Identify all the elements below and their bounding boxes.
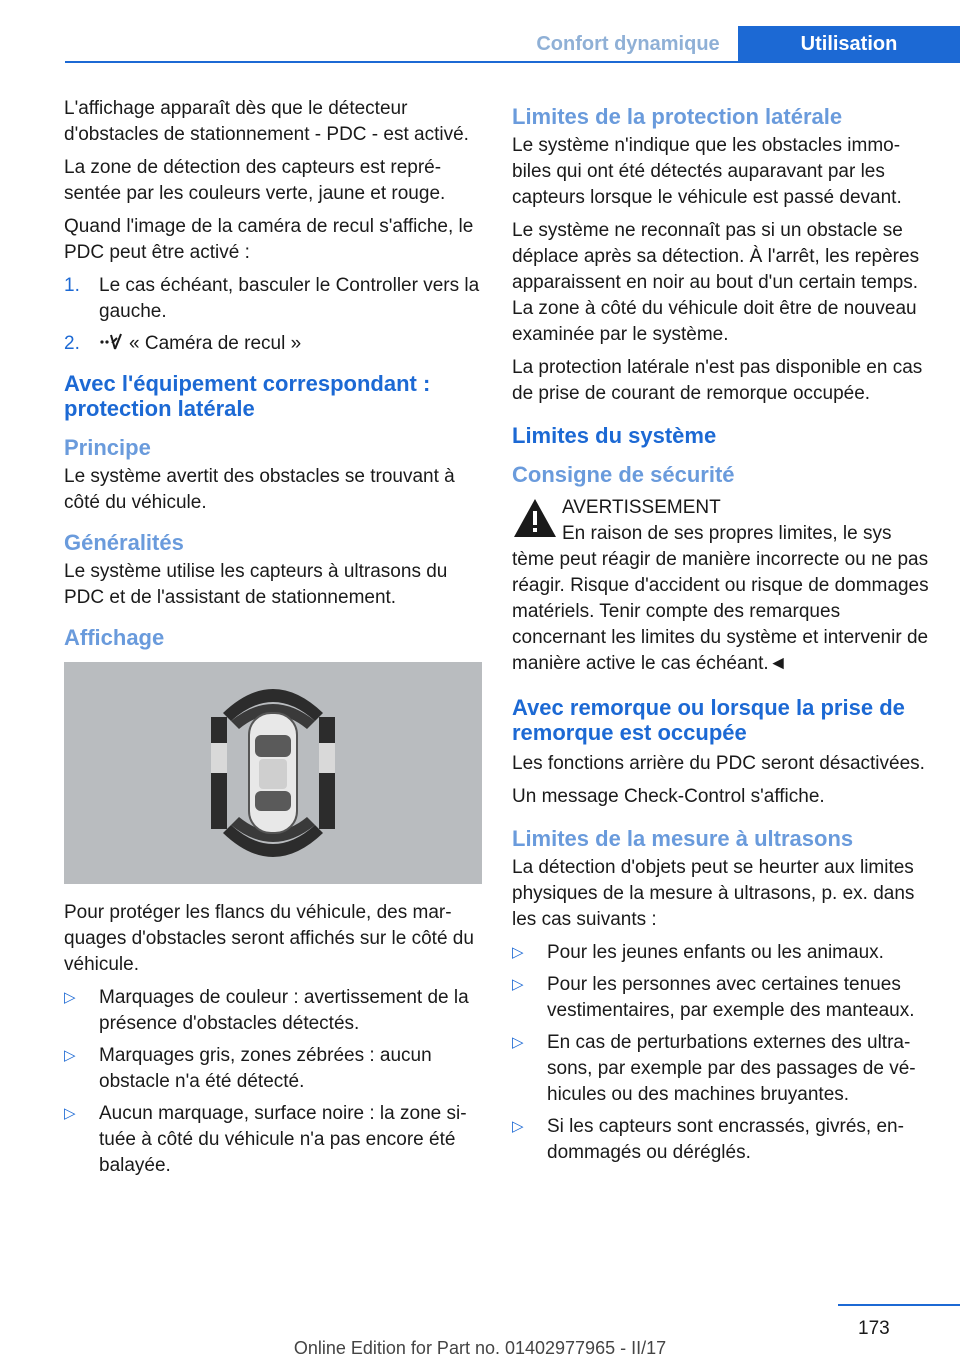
- limits-paragraph-2: Le système ne reconnaît pas si un obstacle se déplace après sa détection. À l'arrêt, les repères apparaissent en noir au bout d'un certain temps. La zone à côté du véhicule doit être de nouveau examinée par le système.: [512, 220, 920, 345]
- trailer-paragraph-2: Un message Check-Control s'affiche.: [512, 786, 825, 807]
- header-rule: [65, 61, 960, 63]
- list-item: [64, 985, 482, 1037]
- triangle-bullet-icon: ▷: [64, 1047, 76, 1064]
- page-number: 173: [858, 1318, 890, 1339]
- general-text: Le système utilise les capteurs à ultrasons du PDC et de l'assistant de stationnement.: [64, 561, 448, 608]
- left-column: [64, 96, 482, 1187]
- edition-footer: Online Edition for Part no. 01402977965 - II/17: [293, 1338, 667, 1358]
- warning-text: tème peut réagir de manière incorrecte ou ne pas réagir. Risque d'accident ou risque de dommages matériels. Tenir compte des remarques concernant les limites du système et intervenir de manière active le cas échéant.◄: [512, 549, 929, 674]
- heading-ultrasonic-limits: Limites de la mesure à ultrasons: [512, 826, 854, 851]
- warning-text-first-line: En raison de ses propres limites, le sys: [562, 523, 892, 544]
- list-item-text: Pour les jeunes enfants ou les animaux.: [547, 942, 884, 963]
- triangle-bullet-icon: ▷: [512, 944, 524, 961]
- list-item-text: Marquages de couleur : avertissement de la présence d'obstacles détectés.: [99, 987, 469, 1034]
- list-item-text: Si les capteurs sont encrassés, givrés, endommagés ou déréglés.: [547, 1116, 904, 1163]
- triangle-bullet-icon: ▷: [64, 989, 76, 1006]
- footer-rule: [838, 1304, 960, 1306]
- step-item: [64, 331, 482, 357]
- heading-trailer: Avec remorque ou lorsque la prise de remorque est occupée: [512, 695, 905, 745]
- header-active-tab: Utilisation: [738, 26, 960, 62]
- list-item-text: Aucun marquage, surface noire : la zone située à côté du véhicule n'a pas encore été balayée.: [99, 1103, 467, 1176]
- markings-list: [64, 985, 482, 1179]
- list-item: [512, 1030, 932, 1108]
- heading-display: Affichage: [64, 625, 165, 650]
- list-item: [64, 1043, 482, 1095]
- step-text: « Caméra de recul »: [129, 333, 302, 354]
- header-section-tab: Confort dynamique: [536, 32, 720, 55]
- list-item: [512, 940, 932, 966]
- triangle-bullet-icon: ▷: [512, 1034, 524, 1051]
- warning-block: [512, 495, 932, 677]
- heading-system-limits: Limites du système: [512, 423, 717, 448]
- list-item-text: Pour les personnes avec certaines tenues vestimentaires, par exemple des manteaux.: [547, 974, 915, 1021]
- intro-paragraph-2: La zone de détection des capteurs est représentée par les couleurs verte, jaune et rouge.: [64, 157, 446, 204]
- list-item: [512, 972, 932, 1024]
- heading-principle: Principe: [64, 435, 151, 460]
- step-number: 1.: [64, 275, 80, 296]
- warning-title: AVERTISSEMENT: [562, 497, 721, 518]
- markings-intro: Pour protéger les flancs du véhicule, des marquages d'obstacles seront affichés sur le côté du véhicule.: [64, 902, 474, 975]
- warning-icon: [512, 497, 558, 539]
- ultrasonic-limits-list: [512, 940, 932, 1166]
- triangle-bullet-icon: ▷: [512, 1118, 524, 1135]
- camera-icon: [99, 332, 123, 352]
- heading-side-protection-limits: Limites de la protection latérale: [512, 104, 843, 129]
- step-number: 2.: [64, 333, 80, 354]
- ultrasonic-paragraph: La détection d'objets peut se heurter aux limites physiques de la mesure à ultrasons, p. ex. dans les cas suivants :: [512, 857, 915, 930]
- list-item: [64, 1101, 482, 1179]
- step-item: [64, 273, 482, 325]
- principle-text: Le système avertit des obstacles se trouvant à côté du véhicule.: [64, 466, 455, 513]
- side-protection-illustration: [64, 662, 482, 884]
- limits-paragraph-3: La protection latérale n'est pas disponible en cas de prise de courant de remorque occupée.: [512, 357, 923, 404]
- heading-safety-note: Consigne de sécurité: [512, 462, 735, 487]
- list-item: [512, 1114, 932, 1166]
- intro-paragraph-1: L'affichage apparaît dès que le détecteur d'obstacles de stationnement - PDC - est activé.: [64, 98, 469, 145]
- triangle-bullet-icon: ▷: [512, 976, 524, 993]
- step-text: Le cas échéant, basculer le Controller vers la gauche.: [99, 275, 480, 322]
- activation-steps: [64, 273, 482, 357]
- limits-paragraph-1: Le système n'indique que les obstacles immobiles qui ont été détectés auparavant par les capteurs lorsque le véhicule est passé devant.: [512, 135, 902, 208]
- list-item-text: Marquages gris, zones zébrées : aucun obstacle n'a été détecté.: [99, 1045, 432, 1092]
- list-item-text: En cas de perturbations externes des ultrasons, par exemple par des passages de véhicules ou des machines bruyantes.: [547, 1032, 916, 1105]
- triangle-bullet-icon: ▷: [64, 1105, 76, 1122]
- heading-side-protection: Avec l'équipement correspondant : protection latérale: [64, 371, 431, 421]
- trailer-paragraph-1: Les fonctions arrière du PDC seront désactivées.: [512, 753, 925, 774]
- intro-paragraph-3: Quand l'image de la caméra de recul s'affiche, le PDC peut être activé :: [64, 216, 474, 263]
- vehicle-sensor-diagram: [203, 673, 343, 873]
- heading-general: Généralités: [64, 530, 184, 555]
- right-column: [512, 96, 932, 1174]
